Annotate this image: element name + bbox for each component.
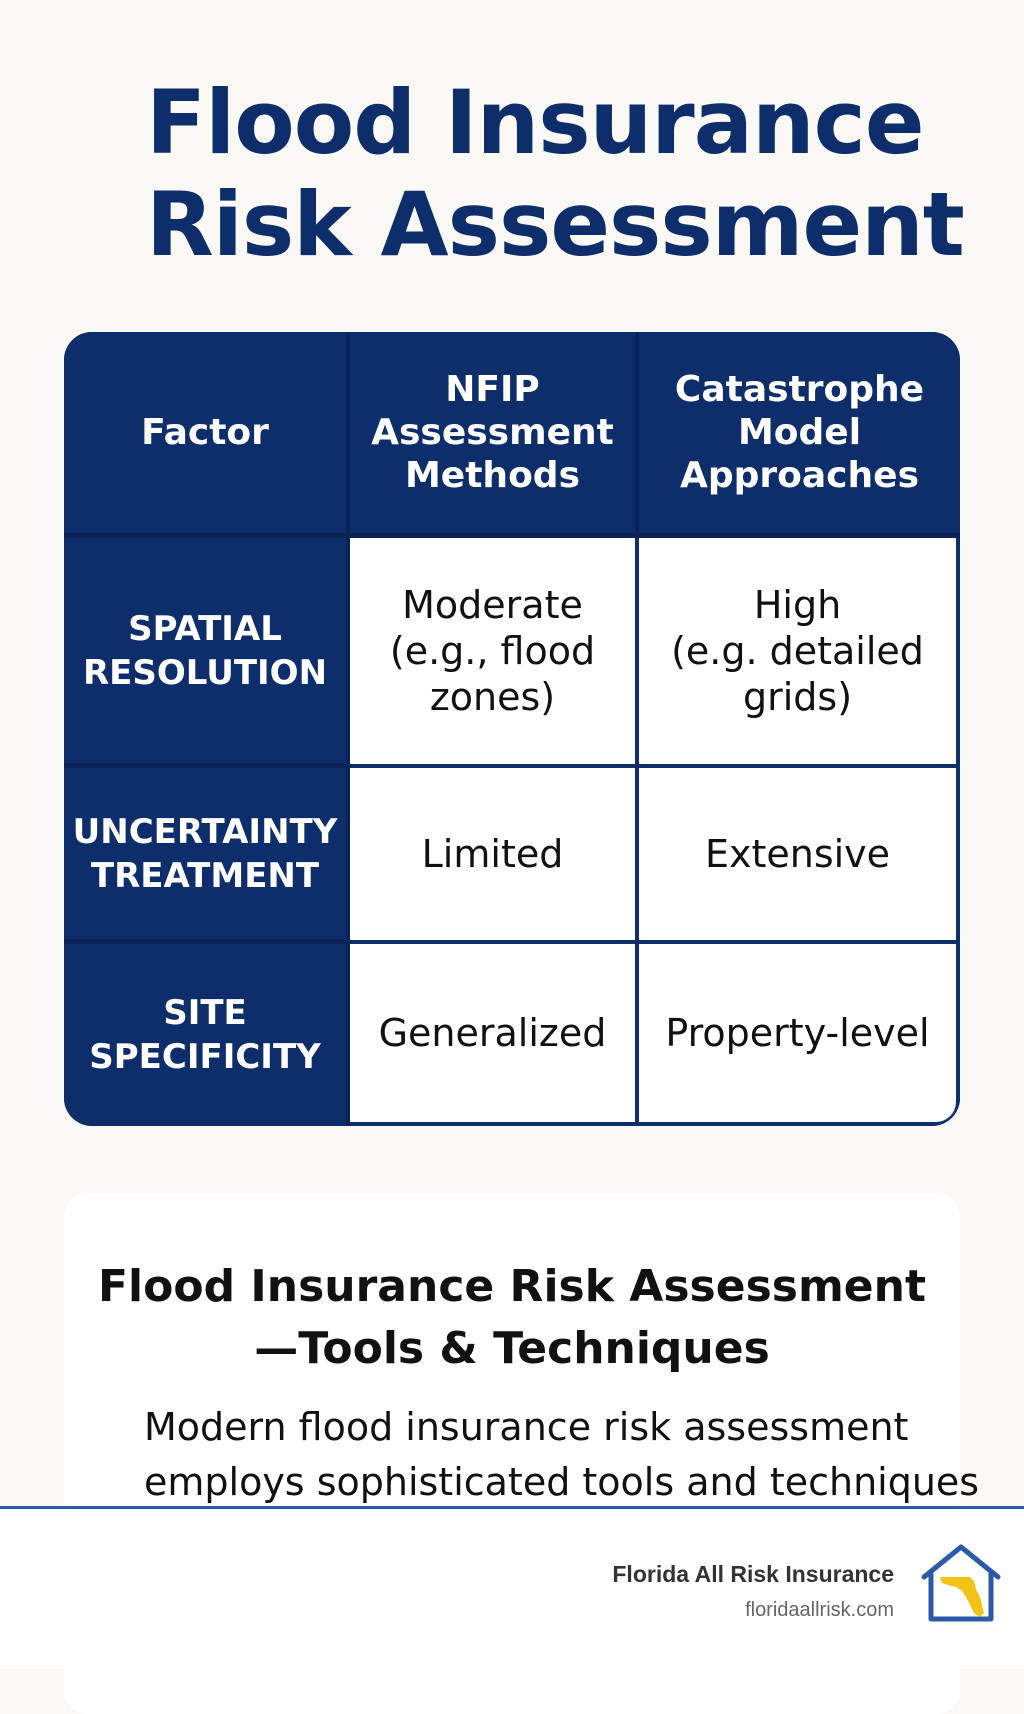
header-nfip-line: NFIP: [445, 369, 540, 410]
factor-spatial-resolution: [64, 538, 350, 768]
table-cell: [639, 944, 960, 1126]
header-nfip: [350, 332, 639, 538]
page-title-line-1: Flood Insurance: [146, 71, 924, 174]
cell-line: (e.g. detailed: [671, 629, 924, 673]
header-factor: [64, 332, 350, 538]
section-heading-line-2: —Tools & Techniques: [254, 1323, 770, 1374]
table-cell: [639, 538, 960, 768]
header-cat-line: Approaches: [680, 455, 919, 496]
table-cell: [350, 538, 639, 768]
page-title: [146, 72, 966, 276]
header-cat-line: Catastrophe: [674, 369, 925, 410]
cell-line: zones): [429, 675, 556, 719]
factor-line: RESOLUTION: [82, 652, 328, 693]
factor-line: SITE: [163, 993, 247, 1033]
comparison-table: [64, 332, 960, 1126]
factor-line: UNCERTAINTY: [72, 811, 338, 852]
section-heading-line-1: Flood Insurance Risk Assessment: [97, 1261, 926, 1312]
brand-url[interactable]: floridaallrisk.com: [745, 1599, 894, 1621]
header-nfip-line: Assessment: [371, 412, 614, 453]
table-cell: [350, 944, 639, 1126]
cell-line: Limited: [421, 832, 564, 876]
cell-line: grids): [742, 675, 853, 719]
cell-line: Moderate: [402, 583, 583, 627]
table-cell: [350, 768, 639, 944]
factor-line: SPECIFICITY: [89, 1037, 321, 1077]
header-factor-label: Factor: [141, 412, 269, 453]
factor-uncertainty-treatment: [64, 768, 350, 944]
header-nfip-line: Methods: [404, 455, 580, 496]
factor-site-specificity: [64, 944, 350, 1126]
footer-bar: [0, 1506, 1024, 1669]
cell-line: Extensive: [704, 832, 891, 876]
house-florida-logo-icon: [918, 1539, 1004, 1625]
body-line: employs sophisticated tools and techniques: [144, 1460, 980, 1504]
section-heading: [64, 1256, 960, 1380]
header-catastrophe: [639, 332, 960, 538]
cell-line: (e.g., flood: [389, 629, 596, 673]
page-title-line-2: Risk Assessment: [146, 173, 964, 276]
header-cat-line: Model: [737, 412, 862, 453]
cell-line: Generalized: [378, 1011, 607, 1055]
cell-line: High: [753, 583, 842, 627]
factor-line: SPATIAL: [128, 608, 282, 649]
body-line: Modern flood insurance risk assessment: [144, 1405, 909, 1449]
table-cell: [639, 768, 960, 944]
brand-name: Florida All Risk Insurance: [612, 1561, 894, 1587]
factor-line: TREATMENT: [90, 855, 320, 896]
cell-line: Property-level: [665, 1011, 930, 1055]
